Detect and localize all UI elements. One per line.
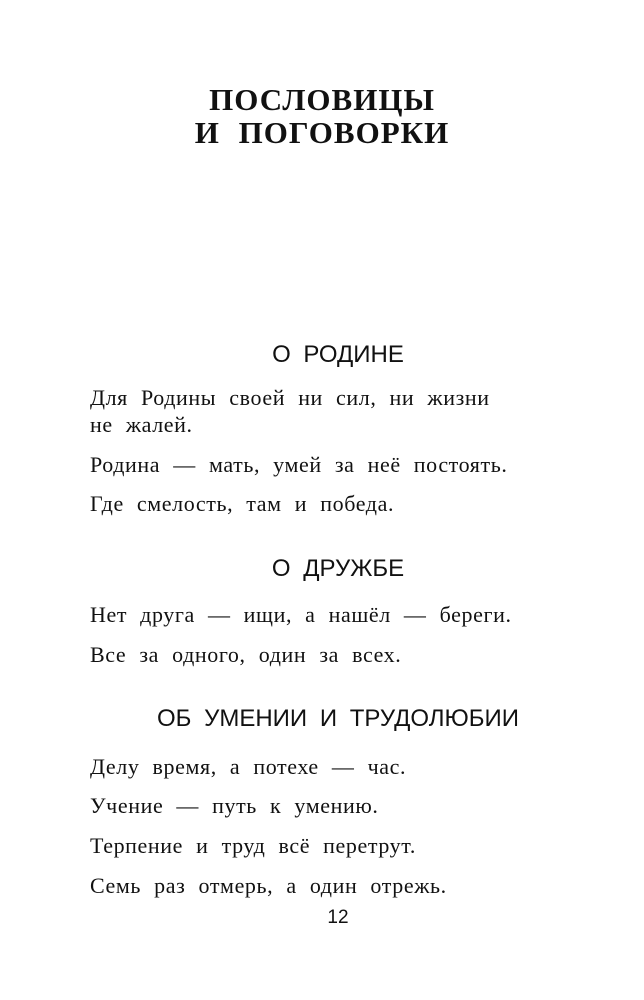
- page-number: 12: [327, 907, 349, 928]
- proverb-line: Все за одного, один за всех.: [90, 642, 402, 667]
- proverb-line: Где смелость, там и победа.: [90, 491, 395, 516]
- proverb-line: Родина — мать, умей за неё постоять.: [90, 452, 508, 477]
- section-heading-motherland: О РОДИНЕ: [272, 341, 404, 368]
- page-title-line-1: ПОСЛОВИЦЫ: [209, 82, 435, 117]
- page-title-line-2: И ПОГОВОРКИ: [194, 115, 450, 150]
- proverb-line: Учение — путь к умению.: [90, 793, 379, 818]
- proverb-line: не жалей.: [90, 412, 193, 437]
- proverb-line: Терпение и труд всё перетрут.: [90, 833, 416, 858]
- section-heading-friendship: О ДРУЖБЕ: [271, 555, 405, 582]
- proverb-line: Нет друга — ищи, а нашёл — береги.: [90, 602, 512, 627]
- section-heading-skill-diligence: ОБ УМЕНИИ И ТРУДОЛЮБИИ: [157, 705, 519, 732]
- proverb-line: Семь раз отмерь, а один отрежь.: [90, 873, 447, 898]
- proverb-line: Для Родины своей ни сил, ни жизни: [90, 385, 490, 410]
- proverb-line: Делу время, а потехе — час.: [90, 754, 407, 779]
